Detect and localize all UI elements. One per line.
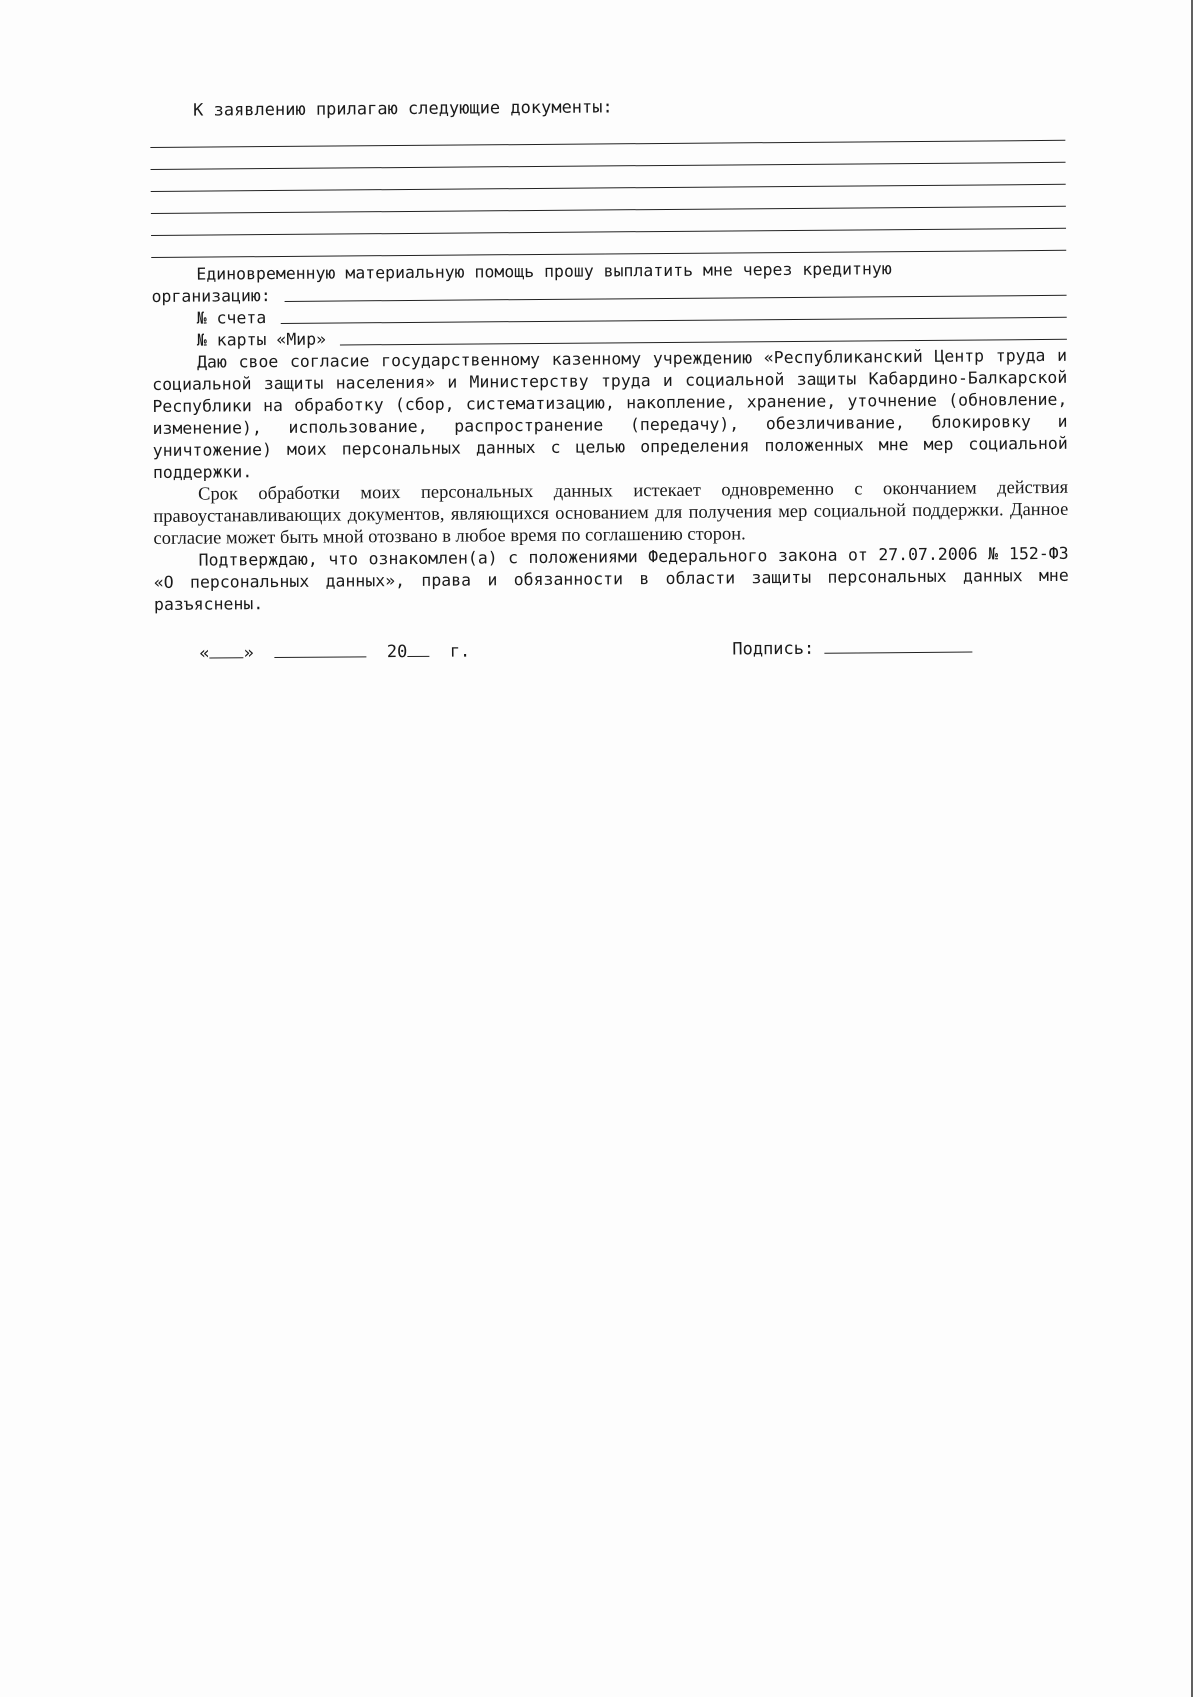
card-label: № карты «Мир» (196, 329, 327, 350)
year-prefix: 20 (386, 641, 408, 663)
day-input-line[interactable] (210, 641, 244, 658)
org-label: организацию: (151, 286, 271, 306)
signature-input-line[interactable] (824, 636, 972, 654)
attachments-blank-lines (150, 119, 1066, 258)
card-input-line[interactable] (340, 339, 1067, 346)
processing-term-paragraph: Срок обработки моих персональных данных истекает одновременно с окончанием действия правоустанавливающих документов, являющихся основанием для получения мер социальной поддержки. Данное согласие может быть мной отозвано в любое время по соглашению сторон. (153, 477, 1069, 549)
signature-field (732, 636, 972, 661)
payment-sentence: Единовременную материальную помощь прошу выплатить мне через кредитную (196, 259, 892, 284)
date-quote-open: « (199, 643, 210, 664)
account-label: № счета (196, 308, 267, 328)
month-input-line[interactable] (274, 640, 366, 658)
document-body (150, 93, 1069, 672)
attachments-intro: К заявлению прилагаю следующие документы: (193, 97, 613, 121)
date-field (199, 640, 470, 665)
signature-label: Подпись: (732, 638, 815, 660)
year-input-line[interactable] (407, 640, 429, 657)
date-signature-row (154, 635, 1069, 672)
law-acknowledgement-paragraph: Подтверждаю, что ознакомлен(а) с положениями Федерального закона от 27.07.2006 № 152-ФЗ «О персональных данных», права и обязанности в области защиты персональных данных мне разъяснены. (153, 543, 1069, 614)
date-quote-close: » (243, 643, 254, 664)
scan-edge-line (1191, 0, 1193, 1697)
year-suffix: г. (449, 641, 471, 662)
consent-paragraph: Даю свое согласие государственному казенному учреждению «Республиканский Центр труда и социальной защиты населения» и Министерству труда и социальной защиты Кабардино-Балкарской Республики на обработку (сбор, систематизацию, накопление, хранение, уточнение (обновление, изменение), использование, распространение (передачу), обезличивание, блокировку и уничтожение) моих персональных данных с целью определения положенных мне мер социальной поддержки. (152, 345, 1068, 482)
